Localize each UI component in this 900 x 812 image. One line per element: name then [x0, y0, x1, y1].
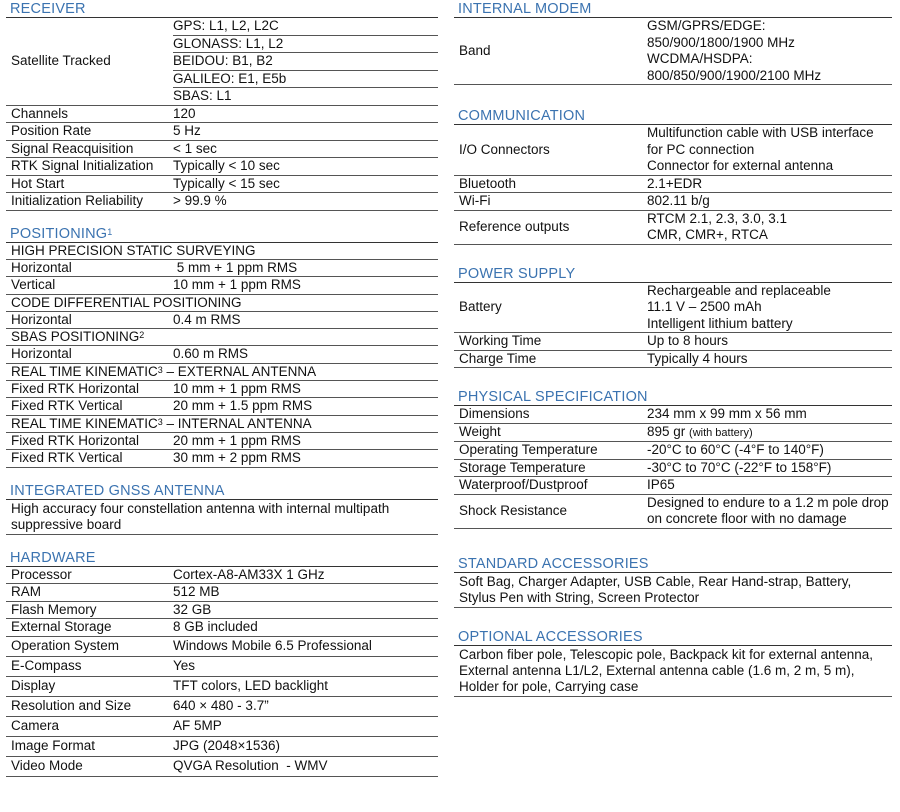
- rtk-external-heading-label: [6, 364, 438, 380]
- table-row: [454, 176, 892, 194]
- antenna-title: INTEGRATED GNSS ANTENNA: [6, 482, 438, 500]
- spec-label: Image Format: [11, 738, 96, 753]
- footnote-marker: 1: [107, 226, 113, 237]
- rtk-external-heading: [6, 364, 438, 381]
- spec-value: 20 mm + 1 ppm RMS: [173, 432, 301, 448]
- table-row: [6, 757, 438, 777]
- table-row: [6, 737, 438, 757]
- table-row: [6, 193, 438, 211]
- spec-label: Vertical: [11, 277, 56, 293]
- spec-value: Typically < 15 sec: [173, 175, 280, 191]
- standard-accessories-text: [454, 573, 892, 607]
- spec-label: Bluetooth: [459, 175, 517, 191]
- code-diff-heading-text: CODE DIFFERENTIAL POSITIONING: [11, 294, 242, 310]
- band-line: 800/850/900/1900/2100 MHz: [647, 67, 822, 83]
- spec-value: 30 mm + 2 ppm RMS: [173, 450, 301, 465]
- power-title: POWER SUPPLY: [454, 265, 892, 283]
- power-section: [454, 265, 892, 369]
- hp-static-heading-text: HIGH PRECISION STATIC SURVEYING: [11, 242, 256, 258]
- spec-value: 20 mm + 1.5 ppm RMS: [173, 398, 313, 413]
- table-row: [6, 277, 438, 295]
- spec-value: 32 GB: [173, 601, 212, 617]
- spec-value: 0.60 m RMS: [173, 346, 249, 361]
- spec-label: Fixed RTK Vertical: [11, 450, 123, 466]
- satellite-sbas: SBAS: L1: [173, 88, 232, 103]
- antenna-text-line: High accuracy four constellation antenna with internal multipath: [11, 500, 390, 516]
- shock-line: Designed to endure to a 1.2 m pole drop: [647, 494, 889, 510]
- communication-section: [454, 107, 892, 245]
- left-column: [6, 0, 438, 791]
- band-line: WCDMA/HSDPA:: [647, 51, 753, 66]
- spec-value: Typically 4 hours: [647, 350, 748, 366]
- standard-accessories-list: [454, 573, 892, 608]
- receiver-title: RECEIVER: [6, 0, 438, 18]
- accessory-line: Carbon fiber pole, Telescopic pole, Backpack kit for external antenna,: [459, 646, 873, 662]
- spec-label: Flash Memory: [11, 601, 97, 617]
- optional-accessories-list: [454, 646, 892, 697]
- table-row: [454, 406, 892, 424]
- band-values: [647, 18, 892, 84]
- table-row: [6, 584, 438, 602]
- right-column: [454, 0, 892, 711]
- spec-value: 10 mm + 1 ppm RMS: [173, 380, 301, 396]
- spec-value: -20°C to 60°C (-4°F to 140°F): [647, 442, 824, 457]
- positioning-section: [6, 225, 438, 468]
- spec-value: Windows Mobile 6.5 Professional: [173, 637, 372, 653]
- spec-label: Hot Start: [11, 175, 65, 191]
- table-row: [454, 424, 892, 443]
- io-line: Connector for external antenna: [647, 158, 834, 173]
- footnote-marker: 3: [157, 364, 163, 375]
- reference-line: CMR, CMR+, RTCA: [647, 227, 768, 242]
- spec-label: Camera: [11, 718, 60, 733]
- battery-line: Rechargeable and replaceable: [647, 282, 831, 298]
- positioning-title: [6, 225, 438, 243]
- reference-line: RTCM 2.1, 2.3, 3.0, 3.1: [647, 210, 788, 226]
- satellite-galileo: GALILEO: E1, E5b: [173, 71, 438, 89]
- accessory-line: Stylus Pen with String, Screen Protector: [459, 589, 700, 605]
- spec-label: Horizontal: [11, 346, 72, 362]
- spec-label: Processor: [11, 566, 72, 582]
- reference-row: [454, 211, 892, 245]
- physical-title: PHYSICAL SPECIFICATION: [454, 388, 892, 406]
- spec-label: Fixed RTK Vertical: [11, 398, 123, 414]
- reference-label: Reference outputs: [459, 219, 570, 234]
- accessory-line: External antenna L1/L2, External antenna cable (1.6 m, 2 m, 5 m),: [459, 662, 855, 678]
- antenna-section: [6, 482, 438, 535]
- spec-label: Operating Temperature: [459, 442, 598, 458]
- io-row: [454, 125, 892, 176]
- reference-values: [647, 211, 892, 244]
- table-row: [454, 333, 892, 351]
- io-line: for PC connection: [647, 141, 755, 157]
- band-line: GSM/GPRS/EDGE:: [647, 18, 766, 33]
- table-row: [6, 312, 438, 330]
- spec-label: Waterproof/Dustproof: [459, 477, 588, 493]
- spec-label: Weight: [459, 424, 501, 440]
- table-row: [454, 351, 892, 369]
- modem-title: INTERNAL MODEM: [454, 0, 892, 18]
- table-row: [6, 176, 438, 194]
- optional-accessories-text: [454, 646, 892, 696]
- satellite-tracked-label: Satellite Tracked: [11, 53, 111, 69]
- spec-label: Channels: [11, 105, 69, 121]
- hardware-section: [6, 549, 438, 777]
- rtk-heading-text: REAL TIME KINEMATIC: [11, 363, 158, 379]
- spec-value: [647, 424, 892, 442]
- spec-value: < 1 sec: [173, 140, 217, 156]
- spec-label: Dimensions: [459, 406, 530, 422]
- table-row: [6, 260, 438, 278]
- optional-accessories-section: [454, 628, 892, 697]
- table-row: [6, 106, 438, 124]
- sbas-heading: [6, 329, 438, 346]
- spec-value: [173, 260, 438, 277]
- rtk-internal-heading-label: [6, 416, 438, 432]
- spec-value-text: 5 mm + 1 ppm RMS: [173, 259, 298, 275]
- modem-section: [454, 0, 892, 85]
- receiver-section: [6, 0, 438, 211]
- spec-label: RTK Signal Initialization: [11, 158, 154, 174]
- spec-value: > 99.9 %: [173, 193, 227, 208]
- table-row: [454, 442, 892, 460]
- spec-value: 10 mm + 1 ppm RMS: [173, 277, 301, 292]
- satellite-beidou: BEIDOU: B1, B2: [173, 53, 438, 71]
- accessory-line: Holder for pole, Carrying case: [459, 678, 639, 694]
- table-row: [6, 697, 438, 717]
- spec-value: 802.11 b/g: [647, 193, 710, 208]
- table-row: [6, 450, 438, 468]
- satellite-values: [173, 18, 438, 105]
- table-row: [6, 141, 438, 159]
- table-row: [454, 477, 892, 495]
- spec-label: Horizontal: [11, 311, 72, 327]
- table-row: [6, 346, 438, 364]
- positioning-title-text: POSITIONING: [10, 225, 108, 242]
- table-row: [6, 158, 438, 176]
- spec-label: Charge Time: [459, 350, 537, 366]
- spec-value: 234 mm x 99 mm x 56 mm: [647, 406, 807, 421]
- spec-label: Display: [11, 678, 56, 693]
- weight-value: 895 gr: [647, 423, 690, 439]
- spec-label: Horizontal: [11, 259, 72, 275]
- table-row: [454, 460, 892, 478]
- table-row: [6, 602, 438, 620]
- battery-values: [647, 283, 892, 333]
- spec-value-text: QVGA Resolution - WMV: [173, 757, 328, 773]
- antenna-text-line: suppressive board: [11, 516, 122, 532]
- table-row: [6, 717, 438, 737]
- spec-value: [173, 757, 438, 776]
- standard-accessories-title: STANDARD ACCESSORIES: [454, 555, 892, 573]
- spec-value: -30°C to 70°C (-22°F to 158°F): [647, 459, 832, 475]
- antenna-text: [6, 500, 438, 534]
- shock-values: [647, 495, 892, 528]
- band-label: Band: [459, 43, 491, 58]
- satellite-tracked-row: [6, 18, 438, 106]
- spec-label: Operation System: [11, 638, 120, 653]
- table-row: [6, 433, 438, 451]
- table-row: [6, 657, 438, 677]
- band-row: [454, 18, 892, 85]
- physical-section: [454, 388, 892, 529]
- spec-value: JPG (2048×1536): [173, 737, 280, 753]
- footnote-marker: 2: [139, 330, 145, 340]
- rtk-heading-suffix: – EXTERNAL ANTENNA: [162, 363, 317, 379]
- spec-label: Wi-Fi: [459, 193, 491, 209]
- band-line: 850/900/1800/1900 MHz: [647, 34, 795, 50]
- spec-label: RAM: [11, 584, 41, 600]
- spec-label: Resolution and Size: [11, 698, 132, 713]
- table-row: [6, 677, 438, 697]
- communication-title: COMMUNICATION: [454, 107, 892, 125]
- spec-label: E-Compass: [11, 658, 82, 673]
- standard-accessories-section: [454, 555, 892, 608]
- spec-label: Position Rate: [11, 123, 92, 139]
- spec-value: 120: [173, 105, 196, 121]
- optional-accessories-title: OPTIONAL ACCESSORIES: [454, 628, 892, 646]
- sbas-heading-text: SBAS POSITIONING: [11, 329, 140, 344]
- spec-label: External Storage: [11, 619, 112, 635]
- spec-label: Signal Reacquisition: [11, 140, 134, 156]
- hp-static-heading: [6, 243, 438, 260]
- spec-label: Fixed RTK Horizontal: [11, 380, 140, 396]
- spec-value: 512 MB: [173, 584, 220, 599]
- spec-value: AF 5MP: [173, 717, 222, 733]
- code-diff-heading: [6, 295, 438, 312]
- spec-value: Typically < 10 sec: [173, 158, 280, 173]
- hardware-title: HARDWARE: [6, 549, 438, 567]
- io-values: [647, 125, 892, 175]
- table-row: [6, 381, 438, 399]
- table-row: [6, 398, 438, 416]
- rtk-internal-heading: [6, 416, 438, 433]
- rtk-heading-text: REAL TIME KINEMATIC: [11, 415, 158, 431]
- battery-line: 11.1 V – 2500 mAh: [647, 299, 762, 314]
- satellite-gps: GPS: L1, L2, L2C: [173, 18, 438, 36]
- spec-value: TFT colors, LED backlight: [173, 677, 329, 693]
- sbas-heading-label: [6, 329, 438, 345]
- io-label: I/O Connectors: [459, 141, 550, 157]
- battery-line: Intelligent lithium battery: [647, 315, 793, 331]
- table-row: [454, 193, 892, 211]
- spec-value: 8 GB included: [173, 619, 258, 634]
- spec-label: Fixed RTK Horizontal: [11, 432, 140, 448]
- spec-value: Cortex-A8-AM33X 1 GHz: [173, 566, 325, 582]
- shock-row: [454, 495, 892, 529]
- table-row: [6, 619, 438, 637]
- table-row: [6, 637, 438, 657]
- spec-value: Up to 8 hours: [647, 333, 729, 348]
- satellite-glonass: GLONASS: L1, L2: [173, 36, 438, 54]
- battery-label: Battery: [459, 299, 502, 315]
- table-row: [6, 567, 438, 585]
- battery-row: [454, 283, 892, 334]
- table-row: [6, 123, 438, 141]
- spec-value: IP65: [647, 477, 675, 492]
- spec-label: Working Time: [459, 333, 542, 349]
- spec-value: 5 Hz: [173, 123, 201, 138]
- antenna-description: [6, 500, 438, 535]
- io-line: Multifunction cable with USB interface: [647, 125, 874, 140]
- weight-note: (with battery): [689, 426, 753, 439]
- accessory-line: Soft Bag, Charger Adapter, USB Cable, Rear Hand-strap, Battery,: [459, 573, 852, 589]
- spec-label: Storage Temperature: [459, 459, 586, 475]
- spec-value: 640 × 480 - 3.7”: [173, 697, 269, 713]
- rtk-heading-suffix: – INTERNAL ANTENNA: [162, 415, 312, 431]
- spec-value: 0.4 m RMS: [173, 311, 241, 327]
- footnote-marker: 3: [157, 416, 163, 427]
- spec-value: Yes: [173, 657, 196, 673]
- spec-label: Initialization Reliability: [11, 193, 144, 209]
- spec-value: 2.1+EDR: [647, 175, 703, 191]
- spec-label: Video Mode: [11, 758, 83, 773]
- shock-line: on concrete floor with no damage: [647, 511, 847, 526]
- shock-label: Shock Resistance: [459, 503, 568, 518]
